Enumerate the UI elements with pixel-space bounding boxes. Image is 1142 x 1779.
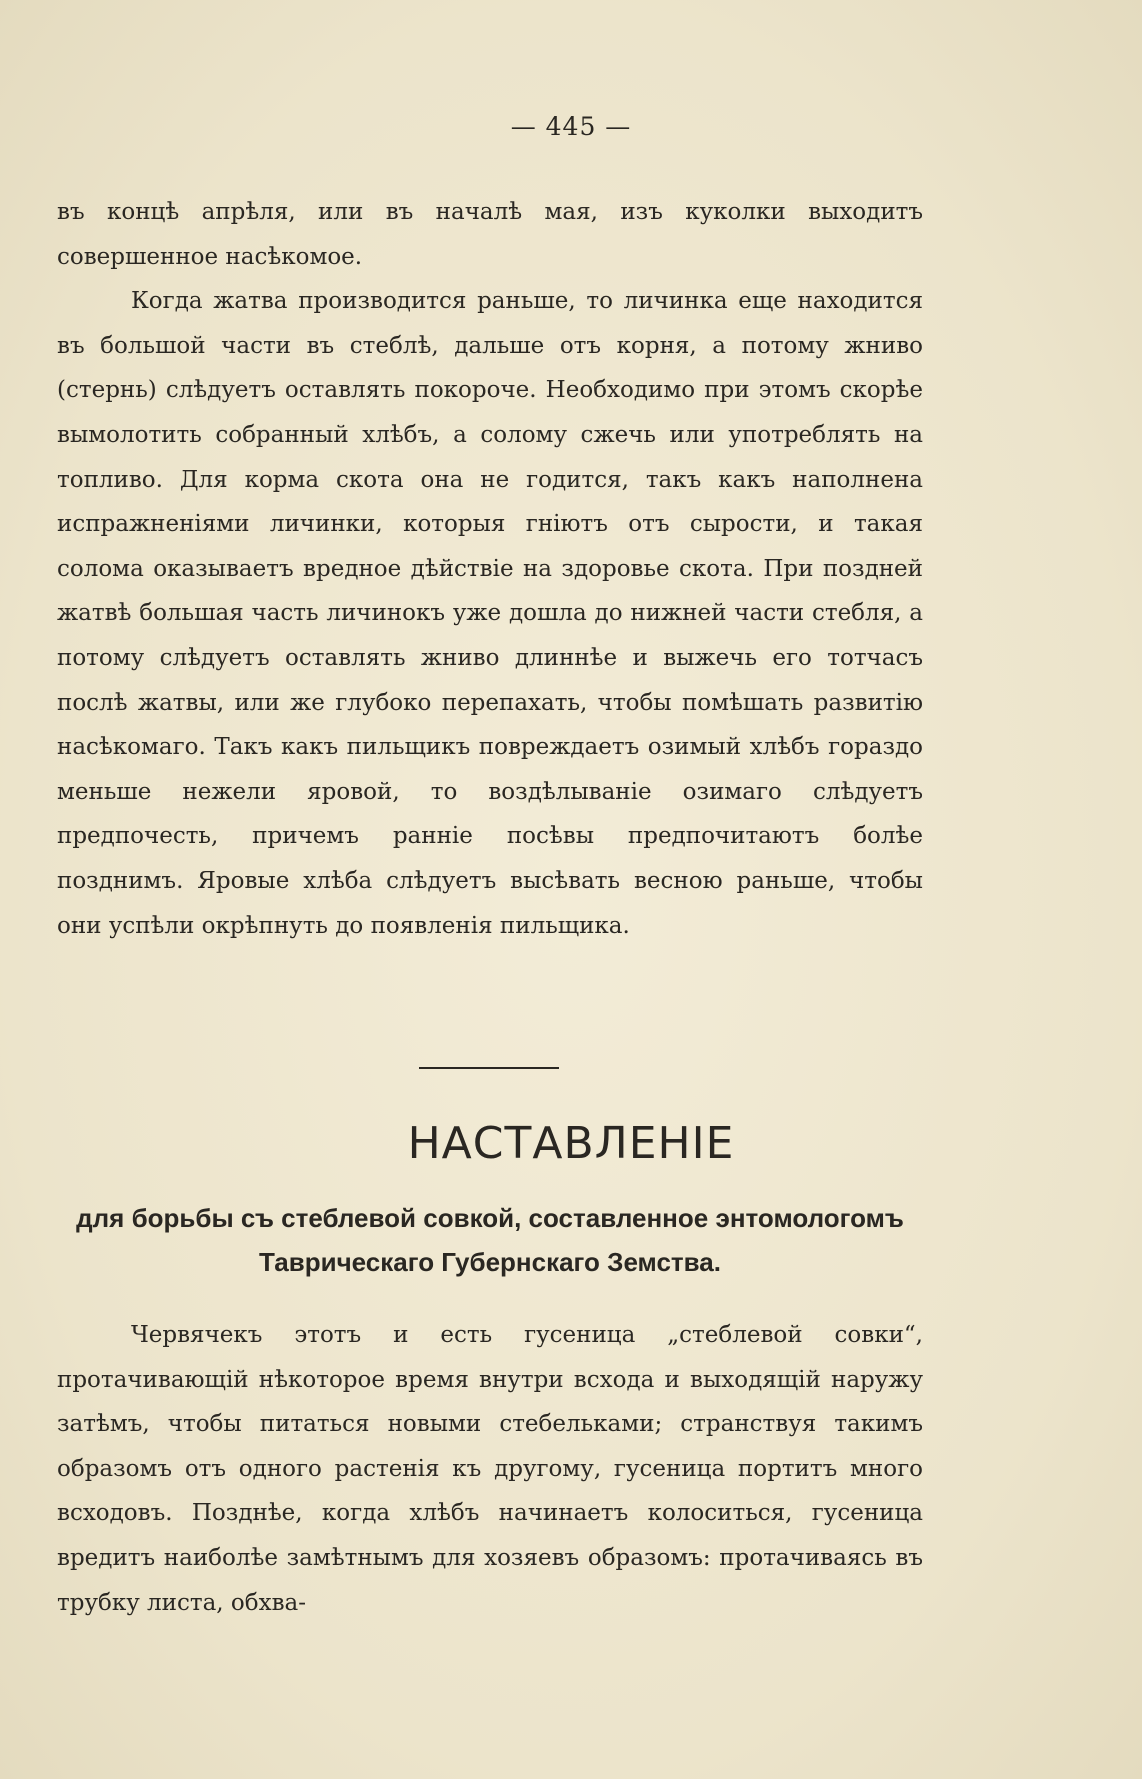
- section-heading: НАСТАВЛЕНІЕ: [407, 1118, 735, 1169]
- paragraph: Когда жатва производится раньше, то личинка еще находится въ большой части въ стеблѣ, дальше отъ корня, а потому жниво (стернь) слѣдуетъ оставлять покороче. Необходимо при этомъ скорѣе вымолотить собранный хлѣбъ, а солому сжечь или употреблять на топливо. Для корма скота она не годится, такъ какъ наполнена испражненіями личинки, которыя гніютъ отъ сырости, и такая солома оказываетъ вредное дѣйствіе на здоровье скота. При поздней жатвѣ большая часть личинокъ уже дошла до нижней части стебля, а потому слѣдуетъ оставлять жниво длиннѣе и выжечь его тотчасъ послѣ жатвы, или же глубоко перепахать, чтобы помѣшать развитію насѣкомаго. Такъ какъ пильщикъ повреждаетъ озимый хлѣбъ гораздо меньше нежели яровой, то воздѣлываніе озимаго слѣдуетъ предпочесть, причемъ ранніе посѣвы предпочитаютъ болѣе позднимъ. Яровые хлѣба слѣдуетъ высѣвать весною раньше, чтобы они успѣли окрѣпнуть до появленія пильщика.: [57, 288, 923, 939]
- section-subheading: для борьбы съ стеблевой совкой, составленное энтомологомъ Таврическаго Губернскаго Земства.: [76, 1203, 904, 1277]
- paragraph: въ концѣ апрѣля, или въ началѣ мая, изъ куколки выходитъ совершенное насѣкомое.: [57, 199, 923, 270]
- paragraph: Червячекъ этотъ и есть гусеница „стеблевой совки“, протачивающій нѣкоторое время внутри всхода и выходящій наружу затѣмъ, чтобы питаться новыми стебельками; странствуя такимъ образомъ отъ одного растенія къ другому, гусеница портитъ много всходовъ. Позднѣе, когда хлѣбъ начинаетъ колоситься, гусеница вредитъ наиболѣе замѣтнымъ для хозяевъ образомъ: протачиваясь въ трубку листа, обхва-: [57, 1322, 923, 1616]
- text-block-top: [57, 190, 923, 948]
- section-divider: [419, 1067, 559, 1069]
- text-block-bottom: [57, 1313, 923, 1625]
- page-number: — 445 —: [510, 112, 632, 141]
